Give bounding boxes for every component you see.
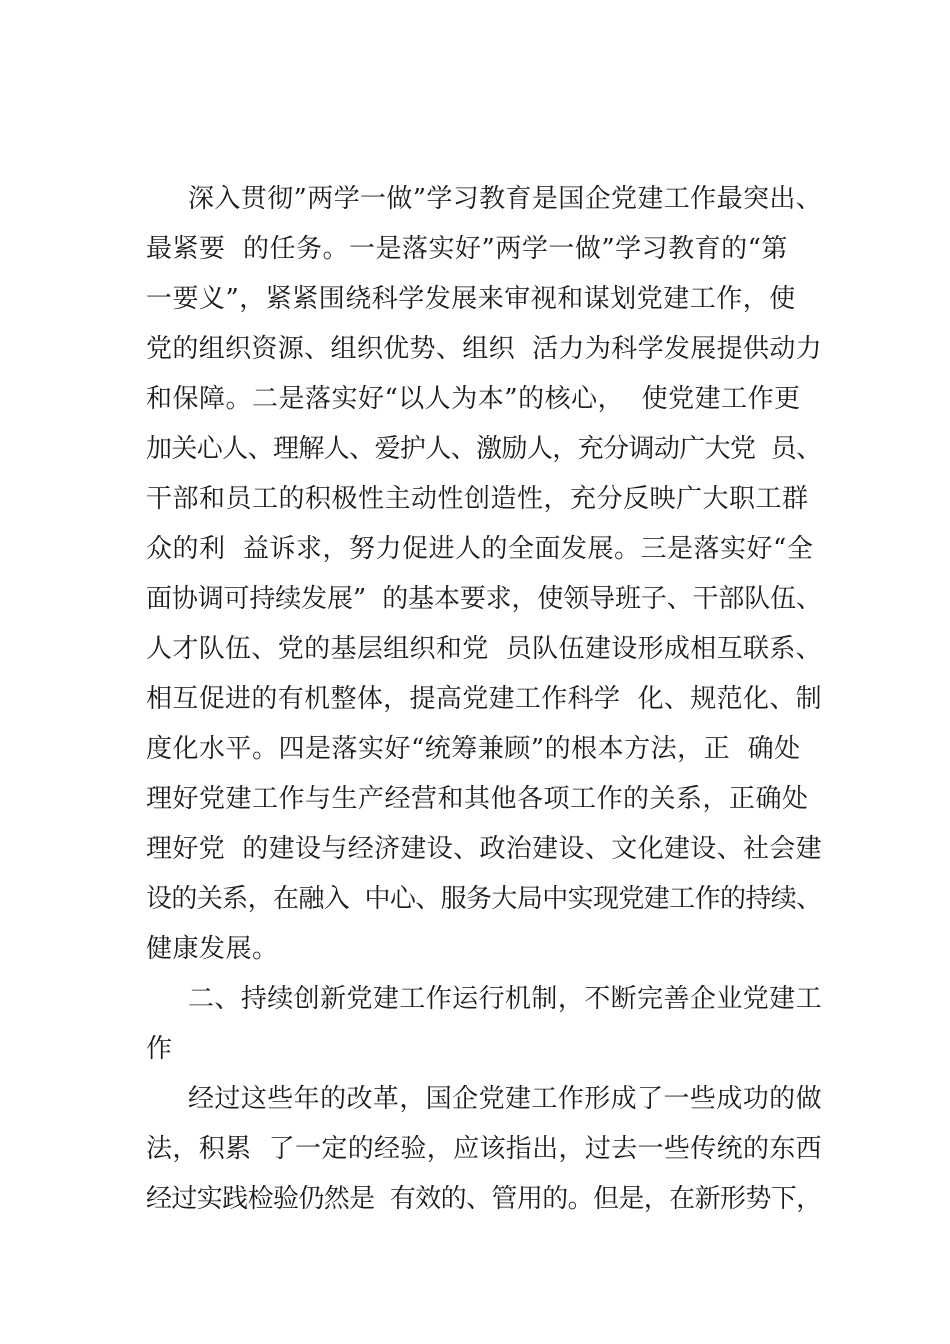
paragraph-line: 度化水平。四是落实好“统筹兼顾”的根本方法，正 确处 <box>146 734 801 764</box>
paragraph-line: 经过这些年的改革，国企党建工作形成了一些成功的做 <box>188 1084 823 1114</box>
paragraph-line: 理好党建工作与生产经营和其他各项工作的关系，正确处 <box>146 784 809 814</box>
section-heading-line: 二、持续创新党建工作运行机制，不断完善企业党建工 <box>188 984 823 1014</box>
paragraph-line: 理好党 的建设与经济建设、政治建设、文化建设、社会建 <box>146 834 823 864</box>
paragraph-line: 党的组织资源、组织优势、组织 活力为科学发展提供动力 <box>146 334 823 364</box>
paragraph-line: 加关心人、理解人、爱护人、激励人，充分调动广大党 员、 <box>146 434 822 464</box>
paragraph-line: 面协调可持续发展” 的基本要求，使领导班子、干部队伍、 <box>146 584 822 614</box>
paragraph-line: 设的关系，在融入 中心、服务大局中实现党建工作的持续、 <box>146 884 822 914</box>
paragraph-line: 众的利 益诉求，努力促进人的全面发展。三是落实好“全 <box>146 534 814 564</box>
paragraph-line: 和保障。二是落实好“以人为本”的核心， 使党建工作更 <box>146 384 801 414</box>
paragraph-line: 法，积累 了一定的经验，应该指出，过去一些传统的东西 <box>146 1134 823 1164</box>
paragraph-line: 最紧要 的任务。一是落实好”两学一做”学习教育的“第 <box>146 234 788 264</box>
paragraph-line: 一要义”，紧紧围绕科学发展来审视和谋划党建工作，使 <box>146 284 796 314</box>
paragraph-line: 经过实践检验仍然是 有效的、管用的。但是，在新形势下， <box>146 1184 822 1214</box>
paragraph-line: 健康发展。 <box>146 934 279 964</box>
paragraph-line: 相互促进的有机整体，提高党建工作科学 化、规范化、制 <box>146 684 823 714</box>
paragraph-line: 干部和员工的积极性主动性创造性，充分反映广大职工群 <box>146 484 809 514</box>
paragraph-line: 深入贯彻”两学一做”学习教育是国企党建工作最突出、 <box>188 184 823 214</box>
section-heading-line: 作 <box>146 1034 173 1064</box>
paragraph-line: 人才队伍、党的基层组织和党 员队伍建设形成相互联系、 <box>146 634 823 664</box>
